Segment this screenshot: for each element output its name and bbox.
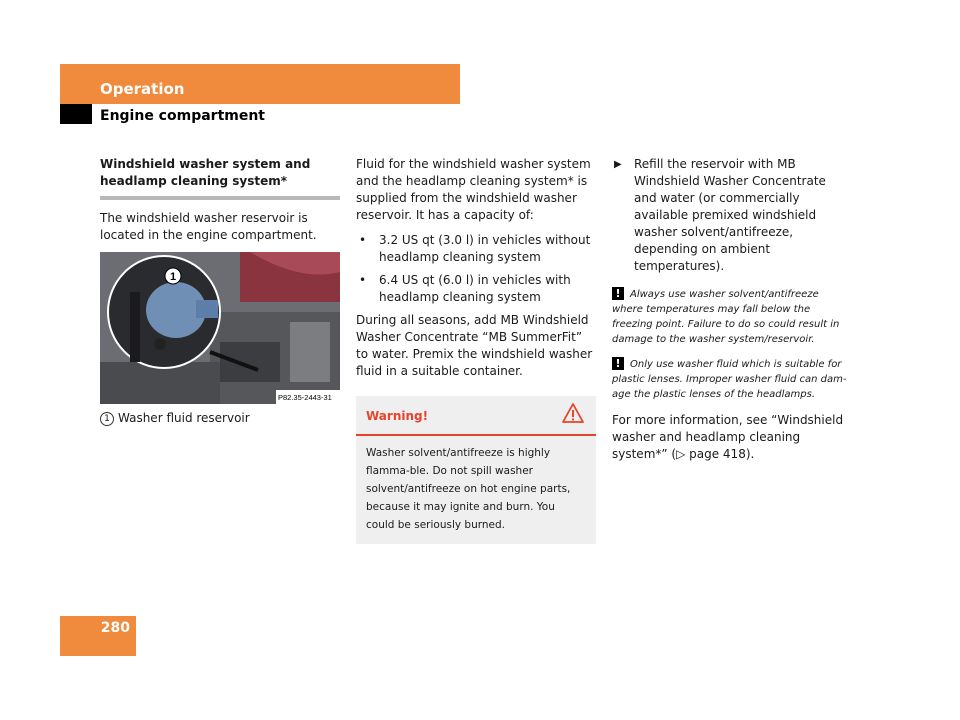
exclamation-icon: ! — [612, 287, 624, 300]
note-text: Only use washer fluid which is suitable for plastic lenses. Improper washer fluid can dam-age the plastic lenses of the headlamps. — [612, 359, 847, 400]
list-item — [356, 232, 596, 266]
bullet-dot: • — [359, 273, 367, 287]
column-2 — [356, 156, 596, 544]
more-info-reference: For more information, see “Windshield washer and headlamp cleaning system*” (▷ page 418). — [612, 413, 844, 461]
figure-caption — [100, 410, 340, 427]
capacity-intro: Fluid for the windshield washer system and the headlamp cleaning system* is supplied from the windshield washer reservoir. It has a capacity of: — [356, 157, 591, 222]
subsection-title: Engine compartment — [100, 108, 265, 124]
instruction-step — [612, 156, 852, 275]
warning-text: Washer solvent/antifreeze is highly flamma-ble. Do not spill washer solvent/antifreeze on hot engine parts, because it may ignite and burn. You could be seriously burned. — [366, 447, 571, 531]
engine-compartment-photo — [100, 252, 340, 404]
note-text: Always use washer solvent/antifreeze where temperatures may fall below the freezing point. Failure to do so could result in damage to the washer system/reservoir. — [612, 289, 840, 345]
caption-number: 1 — [100, 412, 114, 426]
seasonal-instructions: During all seasons, add MB Windshield Washer Concentrate “MB SummerFit” to water. Premix the windshield washer fluid in a suitable container. — [356, 313, 593, 378]
warning-box — [356, 396, 596, 544]
note-plastic-lenses — [612, 357, 852, 402]
warning-triangle-icon — [562, 403, 584, 423]
instruction-text: Refill the reservoir with MB Windshield Washer Concentrate and water (or commercially available premixed windshield washer solvent/antifreeze, depending on ambient temperatures). — [634, 157, 826, 273]
bullet-text: 3.2 US qt (3.0 l) in vehicles without headlamp cleaning system — [379, 233, 591, 264]
exclamation-icon: ! — [612, 357, 624, 370]
caption-text: Washer fluid reservoir — [118, 411, 250, 425]
engine-photo-illustration — [100, 252, 340, 404]
section-title: Operation — [100, 80, 185, 98]
figure-label: P82.35-2443-31 — [278, 393, 332, 402]
column-3 — [612, 156, 852, 471]
section-heading: Windshield washer system and headlamp cleaning system* — [100, 157, 311, 188]
warning-title: Warning! — [366, 409, 429, 423]
bullet-text: 6.4 US qt (6.0 l) in vehicles with headlamp cleaning system — [379, 273, 571, 304]
column-1 — [100, 156, 340, 427]
list-item — [356, 272, 596, 306]
bullet-dot: • — [359, 233, 367, 247]
intro-text: The windshield washer reservoir is located in the engine compartment. — [100, 211, 317, 242]
step-arrow-icon: ▶ — [614, 159, 622, 170]
page-number: 280 — [100, 620, 130, 636]
warning-header — [356, 396, 596, 436]
callout-number: 1 — [169, 271, 177, 283]
section-tab-marker — [60, 104, 92, 124]
heading-rule — [100, 196, 340, 200]
note-antifreeze — [612, 287, 852, 347]
